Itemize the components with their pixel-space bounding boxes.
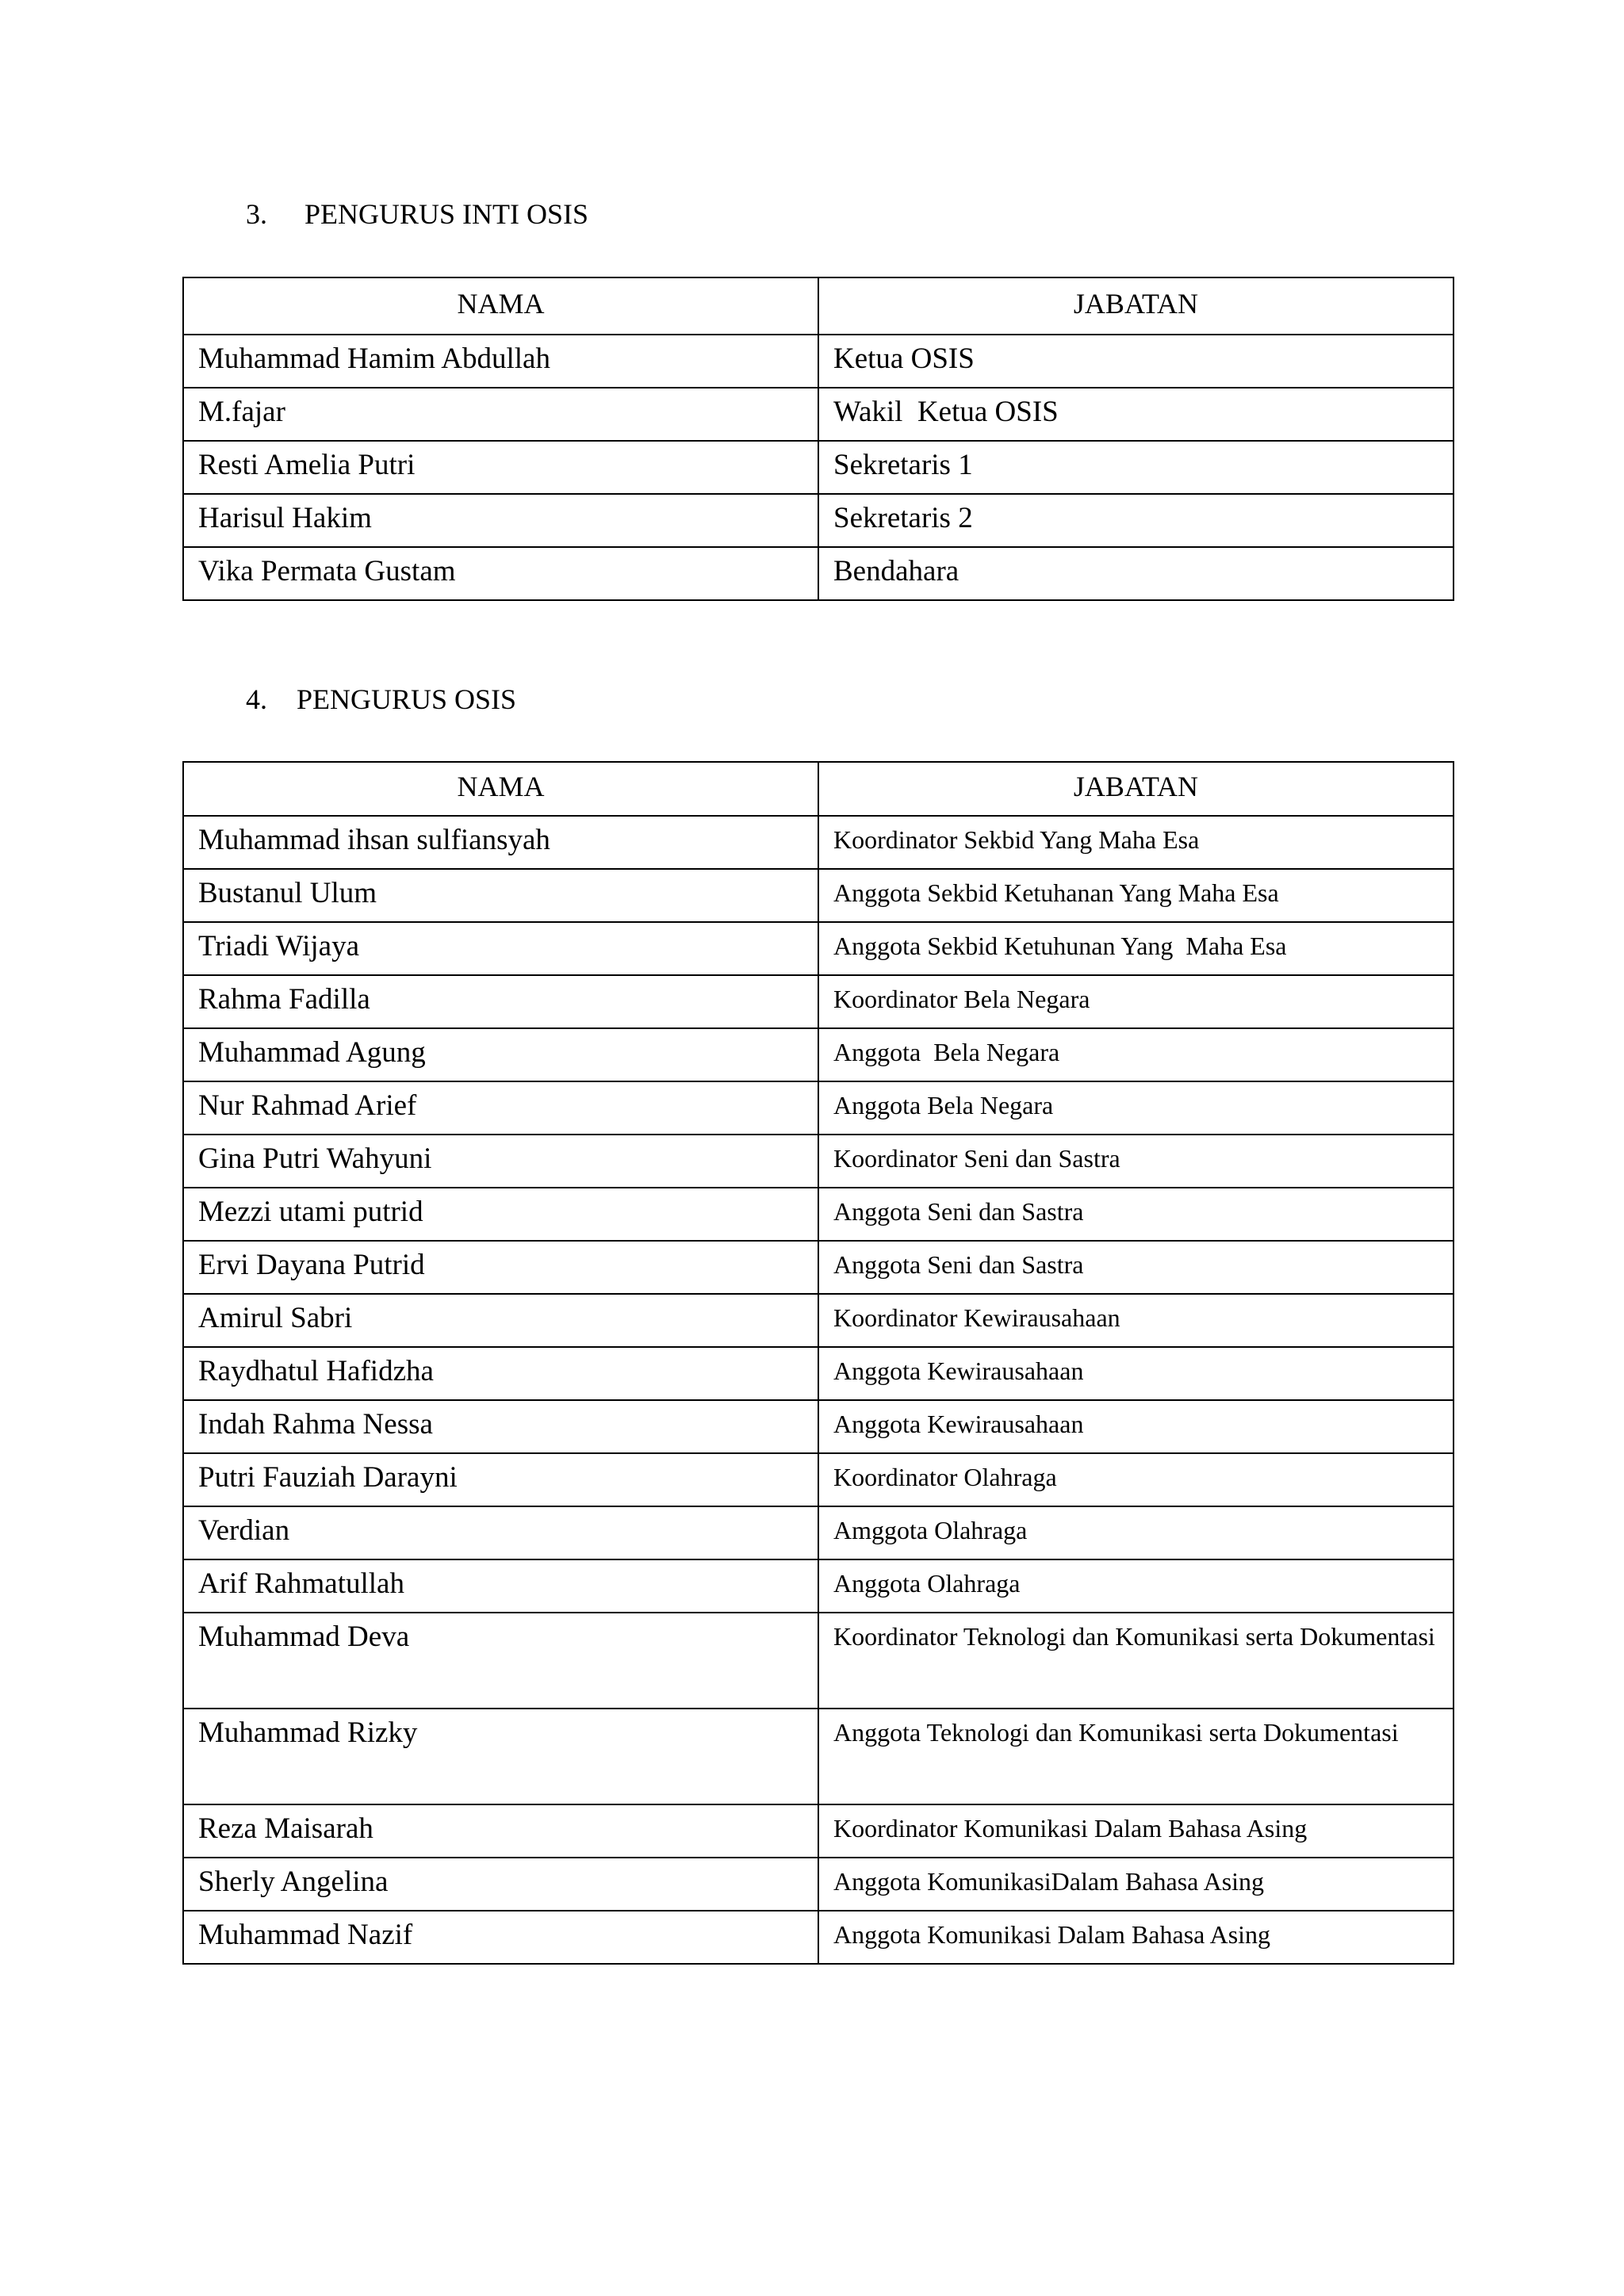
nama-cell: Raydhatul Hafidzha — [183, 1347, 818, 1400]
table-row — [183, 441, 1454, 494]
jabatan-cell: Koordinator Sekbid Yang Maha Esa — [818, 816, 1454, 869]
jabatan-cell: Anggota Sekbid Ketuhanan Yang Maha Esa — [818, 869, 1454, 922]
table-row — [183, 1294, 1454, 1347]
table-row — [183, 1709, 1454, 1804]
column-header-nama: NAMA — [183, 277, 818, 335]
nama-cell: Harisul Hakim — [183, 494, 818, 547]
jabatan-cell: Sekretaris 1 — [818, 441, 1454, 494]
jabatan-cell: Anggota Seni dan Sastra — [818, 1241, 1454, 1294]
nama-cell: Muhammad Nazif — [183, 1911, 818, 1964]
jabatan-cell: Koordinator Kewirausahaan — [818, 1294, 1454, 1347]
nama-cell: Rahma Fadilla — [183, 975, 818, 1028]
table-row — [183, 1506, 1454, 1559]
jabatan-cell: Anggota KomunikasiDalam Bahasa Asing — [818, 1858, 1454, 1911]
nama-cell: Nur Rahmad Arief — [183, 1081, 818, 1135]
table-row — [183, 1028, 1454, 1081]
nama-cell: Muhammad Deva — [183, 1613, 818, 1709]
jabatan-cell: Anggota Sekbid Ketuhunan Yang Maha Esa — [818, 922, 1454, 975]
jabatan-cell: Koordinator Seni dan Sastra — [818, 1135, 1454, 1188]
table-row — [183, 1135, 1454, 1188]
jabatan-cell: Anggota Bela Negara — [818, 1028, 1454, 1081]
jabatan-cell: Koordinator Komunikasi Dalam Bahasa Asing — [818, 1804, 1454, 1858]
jabatan-cell: Bendahara — [818, 547, 1454, 600]
nama-cell: Triadi Wijaya — [183, 922, 818, 975]
section-heading-pengurus-osis — [246, 683, 516, 715]
table-row — [183, 975, 1454, 1028]
section-title: PENGURUS INTI OSIS — [304, 198, 589, 230]
nama-cell: Muhammad Agung — [183, 1028, 818, 1081]
table-row — [183, 869, 1454, 922]
nama-cell: Ervi Dayana Putrid — [183, 1241, 818, 1294]
table-row — [183, 1804, 1454, 1858]
jabatan-cell: Anggota Komunikasi Dalam Bahasa Asing — [818, 1911, 1454, 1964]
table-header-row — [183, 762, 1454, 816]
jabatan-cell: Anggota Kewirausahaan — [818, 1400, 1454, 1453]
table-row — [183, 547, 1454, 600]
jabatan-cell: Anggota Teknologi dan Komunikasi serta Dokumentasi — [818, 1709, 1454, 1804]
nama-cell: Sherly Angelina — [183, 1858, 818, 1911]
nama-cell: Bustanul Ulum — [183, 869, 818, 922]
pengurus-osis-table-body — [183, 816, 1454, 1964]
nama-cell: Verdian — [183, 1506, 818, 1559]
jabatan-cell: Anggota Seni dan Sastra — [818, 1188, 1454, 1241]
nama-cell: Indah Rahma Nessa — [183, 1400, 818, 1453]
nama-cell: M.fajar — [183, 388, 818, 441]
jabatan-cell: Anggota Olahraga — [818, 1559, 1454, 1613]
table-row — [183, 1613, 1454, 1709]
column-header-jabatan: JABATAN — [818, 762, 1454, 816]
table-row — [183, 494, 1454, 547]
pengurus-inti-osis-table — [182, 277, 1454, 601]
table-row — [183, 816, 1454, 869]
section-number: 4. — [246, 683, 267, 715]
jabatan-cell: Anggota Kewirausahaan — [818, 1347, 1454, 1400]
nama-cell: Muhammad Hamim Abdullah — [183, 335, 818, 388]
table-row — [183, 1241, 1454, 1294]
table-row — [183, 922, 1454, 975]
nama-cell: Vika Permata Gustam — [183, 547, 818, 600]
jabatan-cell: Sekretaris 2 — [818, 494, 1454, 547]
column-header-jabatan: JABATAN — [818, 277, 1454, 335]
section-title: PENGURUS OSIS — [297, 683, 517, 715]
nama-cell: Mezzi utami putrid — [183, 1188, 818, 1241]
nama-cell: Arif Rahmatullah — [183, 1559, 818, 1613]
jabatan-cell: Ketua OSIS — [818, 335, 1454, 388]
table-row — [183, 1911, 1454, 1964]
jabatan-cell: Koordinator Teknologi dan Komunikasi serta Dokumentasi — [818, 1613, 1454, 1709]
nama-cell: Muhammad ihsan sulfiansyah — [183, 816, 818, 869]
nama-cell: Gina Putri Wahyuni — [183, 1135, 818, 1188]
table-row — [183, 1400, 1454, 1453]
jabatan-cell: Koordinator Olahraga — [818, 1453, 1454, 1506]
table-row — [183, 1453, 1454, 1506]
table-row — [183, 1858, 1454, 1911]
table-row — [183, 1188, 1454, 1241]
nama-cell: Amirul Sabri — [183, 1294, 818, 1347]
jabatan-cell: Wakil Ketua OSIS — [818, 388, 1454, 441]
table-row — [183, 1347, 1454, 1400]
table-row — [183, 1559, 1454, 1613]
nama-cell: Muhammad Rizky — [183, 1709, 818, 1804]
nama-cell: Putri Fauziah Darayni — [183, 1453, 818, 1506]
section-number: 3. — [246, 198, 267, 230]
table-row — [183, 1081, 1454, 1135]
jabatan-cell: Koordinator Bela Negara — [818, 975, 1454, 1028]
table-header-row — [183, 277, 1454, 335]
table-row — [183, 388, 1454, 441]
jabatan-cell: Anggota Bela Negara — [818, 1081, 1454, 1135]
pengurus-osis-table — [182, 761, 1454, 1965]
section-heading-pengurus-inti-osis — [246, 198, 588, 230]
nama-cell: Resti Amelia Putri — [183, 441, 818, 494]
jabatan-cell: Amggota Olahraga — [818, 1506, 1454, 1559]
nama-cell: Reza Maisarah — [183, 1804, 818, 1858]
column-header-nama: NAMA — [183, 762, 818, 816]
table-row — [183, 335, 1454, 388]
